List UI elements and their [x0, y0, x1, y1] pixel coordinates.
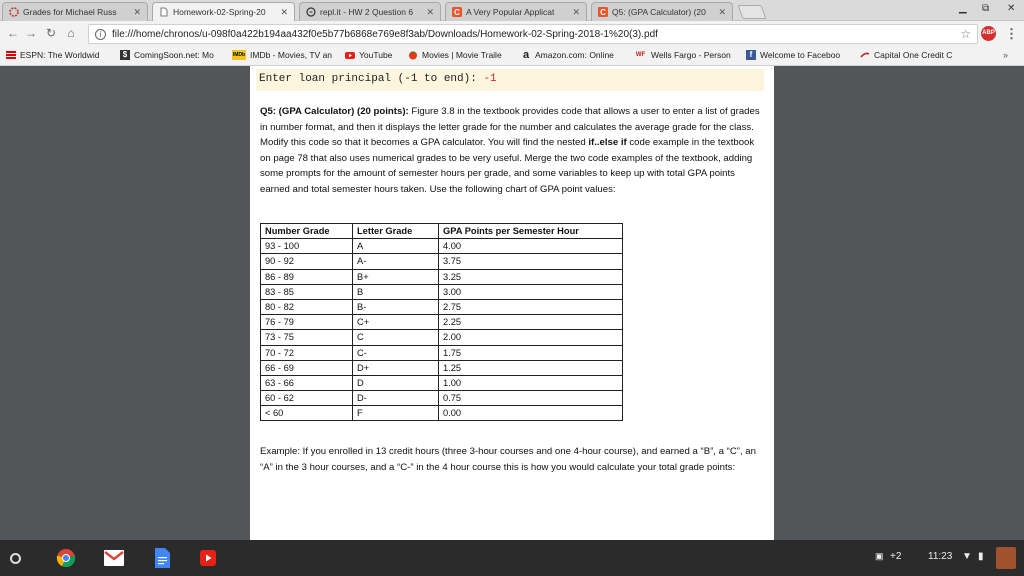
gpa-table [260, 223, 623, 421]
table-cell: C [353, 330, 439, 345]
table-cell: 4.00 [439, 239, 623, 254]
battery-icon[interactable]: ▮ [978, 551, 984, 562]
tab-title: A Very Popular Applicat [466, 7, 555, 17]
table-cell: 3.00 [439, 284, 623, 299]
table-cell: B [353, 284, 439, 299]
bookmark-movies[interactable]: Movies | Movie Traile [408, 50, 514, 60]
example-paragraph: Example: If you enrolled in 13 credit hours (three 3-hour courses and one 4-hour course), and earned a “B”, a “C”, an “A” in the 3 hour courses, and a “C-” in the 4 hour course this is how you would calculate your total grade points: [260, 446, 756, 473]
table-cell: B- [353, 299, 439, 314]
table-row [261, 345, 623, 360]
table-cell: 0.75 [439, 391, 623, 406]
minimize-icon[interactable]: ▁ [959, 3, 967, 14]
youtube-icon [345, 50, 355, 60]
wellsfargo-icon: WF [635, 52, 646, 58]
table-cell: A [353, 239, 439, 254]
youtube-icon[interactable] [198, 548, 218, 568]
table-cell: 90 - 92 [261, 254, 353, 269]
table-header-row [261, 224, 623, 239]
table-row [261, 360, 623, 375]
chrome-icon[interactable] [56, 548, 76, 568]
pdf-page [250, 66, 774, 540]
c-icon [598, 7, 608, 17]
reload-icon[interactable]: ↻ [45, 26, 57, 40]
bookmark-imdb[interactable]: IMDb IMDb - Movies, TV an [232, 50, 333, 60]
table-cell: 73 - 75 [261, 330, 353, 345]
bookmark-facebook[interactable]: f Welcome to Faceboo [746, 50, 858, 60]
close-icon[interactable]: ✕ [426, 6, 434, 17]
tab-title: Grades for Michael Russ [23, 7, 117, 17]
comingsoon-icon: $ [120, 50, 130, 60]
table-cell: 2.25 [439, 315, 623, 330]
table-row [261, 239, 623, 254]
table-cell: 60 - 62 [261, 391, 353, 406]
table-row [261, 406, 623, 421]
table-cell: F [353, 406, 439, 421]
capitalone-icon [860, 50, 870, 60]
launcher-icon[interactable] [10, 553, 21, 564]
forward-icon[interactable]: → [25, 26, 37, 40]
pdf-viewer[interactable] [0, 66, 1024, 540]
table-cell: 1.75 [439, 345, 623, 360]
tab-title: Q5: (GPA Calculator) (20 [612, 7, 706, 17]
close-icon[interactable]: ✕ [280, 6, 288, 17]
tab-homework[interactable] [152, 2, 295, 21]
table-cell: C+ [353, 315, 439, 330]
tab-gpa-calculator[interactable] [591, 2, 733, 21]
amazon-icon: a [522, 50, 530, 60]
table-row [261, 299, 623, 314]
tab-replit[interactable] [299, 2, 441, 21]
table-cell: D [353, 375, 439, 390]
table-cell: 76 - 79 [261, 315, 353, 330]
table-row [261, 284, 623, 299]
table-row [261, 375, 623, 390]
docs-icon[interactable] [152, 548, 172, 568]
table-row [261, 315, 623, 330]
tab-title: repl.it - HW 2 Question 6 [320, 7, 414, 17]
close-icon[interactable]: ✕ [572, 6, 580, 17]
table-row [261, 254, 623, 269]
address-bar[interactable] [88, 24, 978, 44]
table-cell: 3.75 [439, 254, 623, 269]
table-cell: 1.25 [439, 360, 623, 375]
table-cell: 0.00 [439, 406, 623, 421]
tab-title: Homework-02-Spring-20 [173, 7, 266, 17]
url-text: file:///home/chronos/u-098f0a422b194aa432f0e5b77b6868e769e8f3ab/Downloads/Homework-02-Spring-2018-1%20(3).pdf [112, 28, 658, 40]
table-cell: C- [353, 345, 439, 360]
table-cell: 93 - 100 [261, 239, 353, 254]
column-header: Number Grade [261, 224, 353, 239]
imdb-icon: IMDb [232, 52, 246, 58]
table-cell: < 60 [261, 406, 353, 421]
tab-grades[interactable] [2, 2, 148, 21]
table-row [261, 330, 623, 345]
facebook-icon: f [746, 50, 756, 60]
bookmarks-bar [0, 47, 1024, 66]
svg-text:C: C [600, 8, 606, 17]
close-icon[interactable]: ✕ [718, 6, 726, 17]
tab-strip [0, 0, 1024, 21]
question-paragraph: Q5: (GPA Calculator) (20 points): Figure 3.8 in the textbook provides code that allows a user to enter a list of grades in number format, and then it displays the letter grade for the number and calculates the average grade for the class. Modify this code so that it becomes a GPA calculator. You will find the nested if..else if code example in the textbook on page 78 that also uses numerical grades to be very useful. Merge the two code examples of the textbook, adding some prompts for the amount of semester hours per grade, and some variables to keep up with total GPA points earned and total semester hours taken. Use the following chart of GPA point values: [260, 106, 760, 195]
avatar[interactable] [996, 547, 1016, 569]
document-icon [159, 7, 169, 17]
table-cell: D+ [353, 360, 439, 375]
notification-icon[interactable]: ▣ [875, 551, 884, 561]
code-keyword: if..else if [588, 137, 627, 148]
column-header: Letter Grade [353, 224, 439, 239]
table-cell: 66 - 69 [261, 360, 353, 375]
question-heading: Q5: (GPA Calculator) (20 points): [260, 106, 409, 117]
bookmark-comingsoon[interactable]: $ ComingSoon.net: Mo [120, 50, 228, 60]
wifi-icon[interactable]: ▼ [962, 551, 972, 562]
tab-popular-app[interactable] [445, 2, 587, 21]
window-close-icon[interactable]: ✕ [1007, 3, 1016, 14]
table-cell: 86 - 89 [261, 269, 353, 284]
back-icon[interactable]: ← [7, 26, 19, 40]
table-cell: D- [353, 391, 439, 406]
bookmarks-overflow-button[interactable]: » [1002, 50, 1008, 60]
bookmark-amazon[interactable]: a Amazon.com: Online [522, 50, 614, 60]
bookmark-star-icon[interactable]: ☆ [960, 27, 971, 41]
table-cell: A- [353, 254, 439, 269]
table-cell: 2.00 [439, 330, 623, 345]
os-shelf [0, 540, 1024, 576]
home-icon[interactable]: ⌂ [67, 26, 75, 40]
table-cell: 80 - 82 [261, 299, 353, 314]
table-cell: B+ [353, 269, 439, 284]
svg-text:C: C [454, 8, 460, 17]
clock[interactable]: 11:23 [928, 551, 953, 562]
column-header: GPA Points per Semester Hour [439, 224, 623, 239]
table-row [261, 391, 623, 406]
browser-toolbar [0, 21, 1024, 47]
close-icon[interactable]: ✕ [133, 6, 141, 17]
table-cell: 83 - 85 [261, 284, 353, 299]
info-icon[interactable]: i [95, 29, 106, 40]
adblock-icon[interactable]: ABP [981, 26, 996, 41]
table-cell: 1.00 [439, 375, 623, 390]
tomato-icon [408, 50, 418, 60]
replit-icon [306, 7, 316, 17]
table-cell: 70 - 72 [261, 345, 353, 360]
canvas-icon [9, 7, 19, 17]
table-cell: 2.75 [439, 299, 623, 314]
table-cell: 3.25 [439, 269, 623, 284]
menu-icon[interactable]: ⋮ [1005, 26, 1018, 41]
espn-icon [6, 50, 16, 60]
c-icon [452, 7, 462, 17]
table-cell: 63 - 66 [261, 375, 353, 390]
bookmark-espn[interactable]: ESPN: The Worldwid [6, 50, 118, 60]
bookmark-capitalone[interactable]: Capital One Credit C [860, 50, 978, 60]
code-sample: Enter loan principal (-1 to end): -1 [256, 69, 764, 91]
gmail-icon[interactable] [104, 548, 124, 568]
bookmark-wellsfargo[interactable]: WF Wells Fargo - Person [635, 50, 731, 60]
new-tab-button[interactable] [737, 5, 766, 19]
notification-count[interactable]: +2 [890, 551, 902, 562]
bookmark-youtube[interactable]: YouTube [345, 50, 405, 60]
table-row [261, 269, 623, 284]
restore-icon[interactable]: ⧉ [982, 3, 990, 14]
